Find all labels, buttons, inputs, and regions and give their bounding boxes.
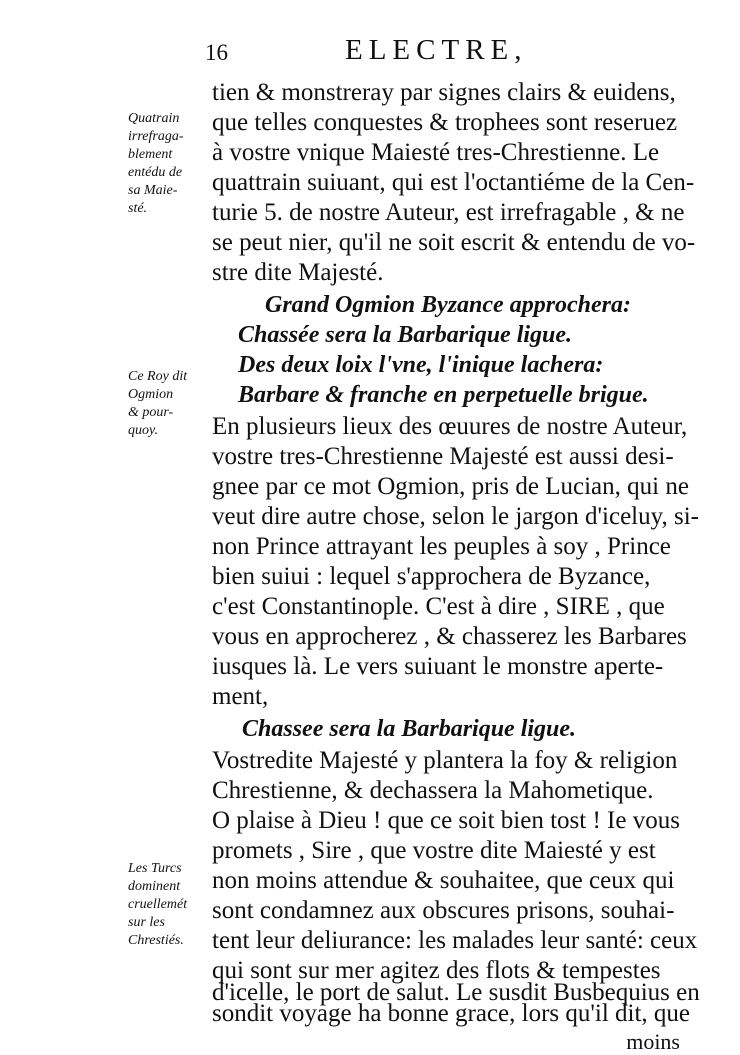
body-line: à vostre vnique Maiesté tres-Chrestienne. Le <box>212 139 660 166</box>
margin-note-ogmion <box>128 368 187 440</box>
quatrain-line: Barbare & franche en perpetuelle brigue. <box>238 382 649 408</box>
body-line: Vostredite Majesté y plantera la foy & religion <box>212 747 678 774</box>
margin-note-line: sur les <box>128 915 165 930</box>
margin-note-line: Les Turcs <box>128 861 182 876</box>
page-number: 16 <box>205 40 228 65</box>
body-line: c'est Constantinople. C'est à dire , SIRE , que <box>212 593 665 620</box>
margin-note-line: irrefraga- <box>128 129 184 144</box>
margin-note-line: Ogmion <box>128 387 174 402</box>
body-line: non moins attendue & souhaitee, que ceux qui <box>212 867 675 894</box>
margin-note-line: quoy. <box>128 423 158 438</box>
catchword: moins <box>626 1028 680 1054</box>
body-line: veut dire autre chose, selon le jargon d'iceluy, si- <box>212 503 699 530</box>
body-line: vostre tres-Chrestienne Majesté est aussi desi- <box>212 443 674 470</box>
body-line: bien suiui : lequel s'approchera de Byzance, <box>212 563 651 590</box>
body-line: promets , Sire , que vostre dite Maiesté y est <box>212 837 656 864</box>
margin-note-turcs <box>128 860 187 950</box>
quatrain-line: Des deux loix l'vne, l'inique lachera: <box>238 352 604 378</box>
quatrain-line: Chassée sera la Barbarique ligue. <box>238 322 573 348</box>
quatrain-line: Grand Ogmion Byzance approchera: <box>265 292 632 318</box>
margin-note-line: dominent <box>128 879 181 894</box>
margin-note-line: cruellemét <box>128 897 188 912</box>
margin-note-line: sa Maie- <box>128 183 178 198</box>
body-line: gnee par ce mot Ogmion, pris de Lucian, qui ne <box>212 473 689 500</box>
body-line: Chrestienne, & dechassera la Mahometique. <box>212 777 654 804</box>
margin-note-line: Chrestiés. <box>128 933 184 948</box>
margin-note-line: & pour- <box>128 405 174 420</box>
running-title: ELECTRE, <box>345 34 528 66</box>
margin-note-line: sté. <box>128 201 148 216</box>
body-line: ment, <box>212 683 269 710</box>
margin-note-line: Quatrain <box>128 111 180 126</box>
body-line: se peut nier, qu'il ne soit escrit & entendu de vo- <box>212 229 696 256</box>
body-line: iusques là. Le vers suiuant le monstre aperte- <box>212 653 664 680</box>
body-line: vous en approcherez , & chasserez les Barbares <box>212 623 687 650</box>
body-line: tent leur deliurance: les malades leur santé: ceux <box>212 927 698 954</box>
body-line: O plaise à Dieu ! que ce soit bien tost ! Ie vous <box>212 807 680 834</box>
margin-note-line: blement <box>128 147 173 162</box>
page-header <box>0 30 740 70</box>
quoted-verse: Chassee sera la Barbarique ligue. <box>242 716 577 742</box>
body-line: qui sont sur mer agitez des flots & tempestes <box>212 957 661 984</box>
body-line: sondit voyage ha bonne grace, lors qu'il dit, que <box>212 1000 691 1027</box>
body-line: que telles conquestes & trophees sont reseruez <box>212 109 678 136</box>
body-line: turie 5. de nostre Auteur, est irrefragable , & ne <box>212 199 685 226</box>
body-line: quattrain suiuant, qui est l'octantiéme de la Cen- <box>212 169 695 196</box>
body-line: En plusieurs lieux des œuures de nostre Auteur, <box>212 413 688 440</box>
body-line: tien & monstreray par signes clairs & euidens, <box>212 79 676 106</box>
body-line: stre dite Majesté. <box>212 259 384 286</box>
body-line: sont condamnez aux obscures prisons, souhai- <box>212 897 675 924</box>
margin-note-quatrain <box>128 110 183 218</box>
margin-note-line: entédu de <box>128 165 183 180</box>
body-line: d'icelle, le port de salut. Le susdit Busbequius en <box>212 978 700 1006</box>
margin-note-line: Ce Roy dit <box>128 369 188 384</box>
body-line: non Prince attrayant les peuples à soy , Prince <box>212 533 671 560</box>
